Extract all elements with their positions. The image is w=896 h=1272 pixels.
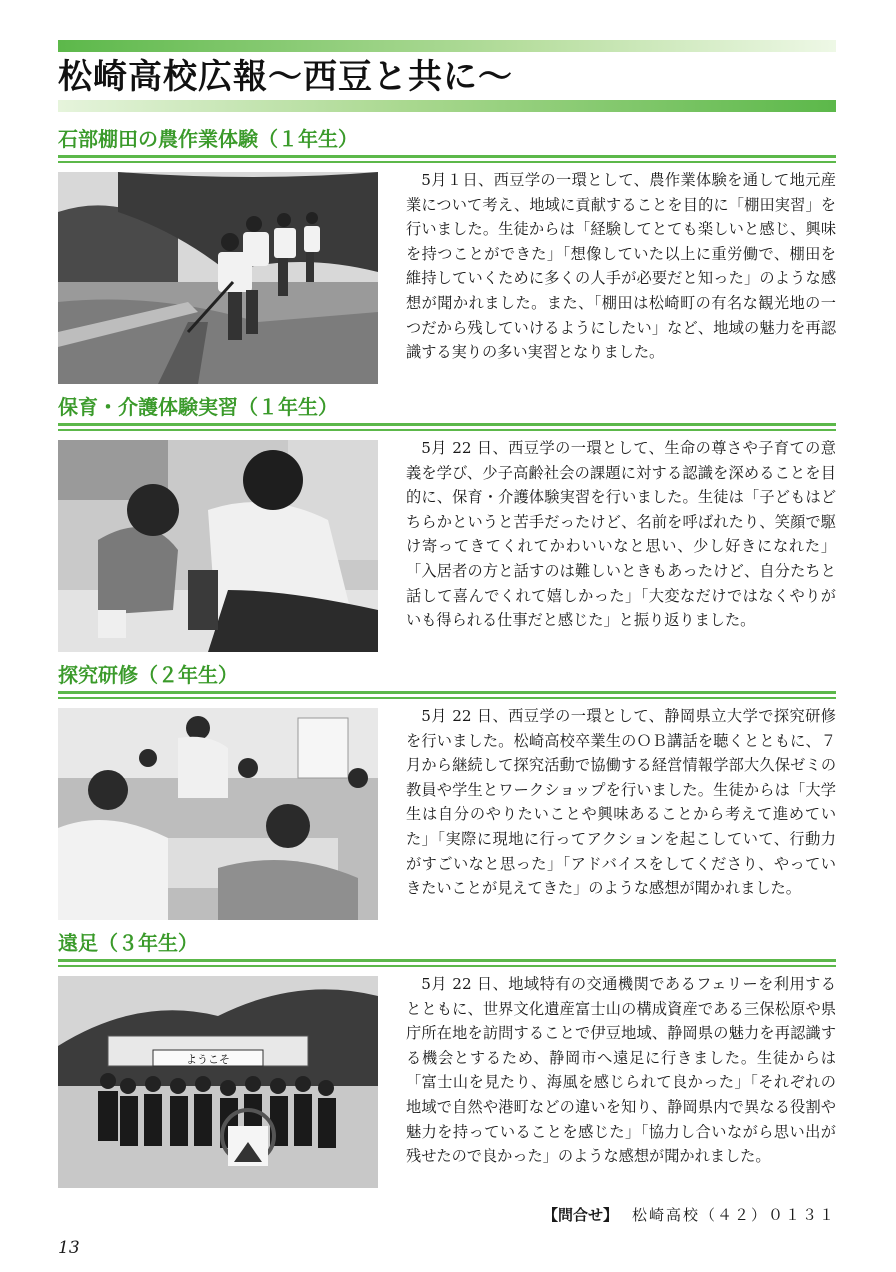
photo-workshop [58,708,378,920]
title-underline-bar [58,100,836,112]
section-body-text: 5月 22 日、西豆学の一環として、生命の尊さや子育ての意義を学び、少子高齢社会の課題に対する認識を深めることを目的に、保育・介護体験実習を行いました。生徒は「子どもはどちらかというと苦手だったけど、名前を呼ばれたり、笑顔で駆け寄ってきてくれてかわいいなと思い、少し好きになれた」「入居者の方と話すのは難しいときもあったけど、自分たちと話して喜んでくれて嬉しかった」「大変なだけではなくやりがいも得られる仕事だと感じた」と振り返りました。 [406,439,836,630]
photo-ferry-group [58,976,378,1188]
section-heading: 保育・介護体験実習（１年生） [58,395,338,419]
heading-rule [58,959,836,962]
heading-rule-thin [58,161,836,163]
heading-rule-thin [58,429,836,431]
section-heading: 遠足（３年生） [58,931,198,955]
section-heading: 石部棚田の農作業体験（１年生） [58,127,358,151]
page-title: 松崎高校広報～西豆と共に～ [58,57,513,97]
heading-rule [58,691,836,694]
heading-rule-thin [58,697,836,699]
section-body-text: 5月 22 日、西豆学の一環として、静岡県立大学で探究研修を行いました。松崎高校卒業生のＯＢ講話を聴くとともに、７月から継続して探究活動で協働する経営情報学部大久保ゼミの教員や学生とワークショップを行いました。生徒からは「大学生は自分のやりたいことや興味あることから考えて進めていた」「実際に現地に行ってアクションを起こしていて、行動力がすごいなと思った」「アドバイスをしてくださり、やっていきたいことが見えてきた」のような感想が聞かれました。 [406,707,836,898]
heading-rule [58,423,836,426]
section-research-training [58,660,836,898]
section-rice-terrace [58,124,837,362]
heading-rule-thin [58,965,836,967]
heading-rule [58,155,836,158]
section-heading: 探究研修（２年生） [58,663,238,687]
photo-rice-terrace [58,172,378,384]
section-body-text: 5月１日、西豆学の一環として、農作業体験を通して地元産業について考え、地域に貢献することを目的に「棚田実習」を行いました。生徒からは「経験してとても楽しいと感じ、興味を持つことができた」「想像していた以上に重労働で、棚田を維持していくために多くの人手が必要だと知った」のような感想が聞かれました。また、「棚田は松崎町の有名な観光地の一つだから残していけるようにしたい」など、地域の魅力を再認識する実りの多い実習となりました。 [406,171,837,362]
page-number: 13 [58,1238,80,1258]
photo-childcare [58,440,378,652]
section-body-text: 5月 22 日、地域特有の交通機関であるフェリーを利用するとともに、世界文化遺産富士山の構成資産である三保松原や県庁所在地を訪問することで伊豆地域、静岡県の魅力を再認識する機会とするため、静岡市へ遠足に行きました。生徒からは「富士山を見たり、海風を感じられて良かった」「それぞれの地域で自然や港町などの違いを知り、静岡県内で異なる役割や魅力を持っていることを感じた」「協力し合いながら思い出が残せたので良かった」のような感想が聞かれました。 [406,975,837,1166]
header-gradient-bar [58,40,836,52]
contact-info [543,1204,836,1225]
section-excursion [58,928,837,1166]
contact-value: 松崎高校（４２）０１３１ [631,1206,836,1224]
contact-label: 【問合せ】 [542,1206,618,1224]
section-childcare [58,392,836,630]
ferry-banner-text: ようこそ [186,1053,230,1066]
